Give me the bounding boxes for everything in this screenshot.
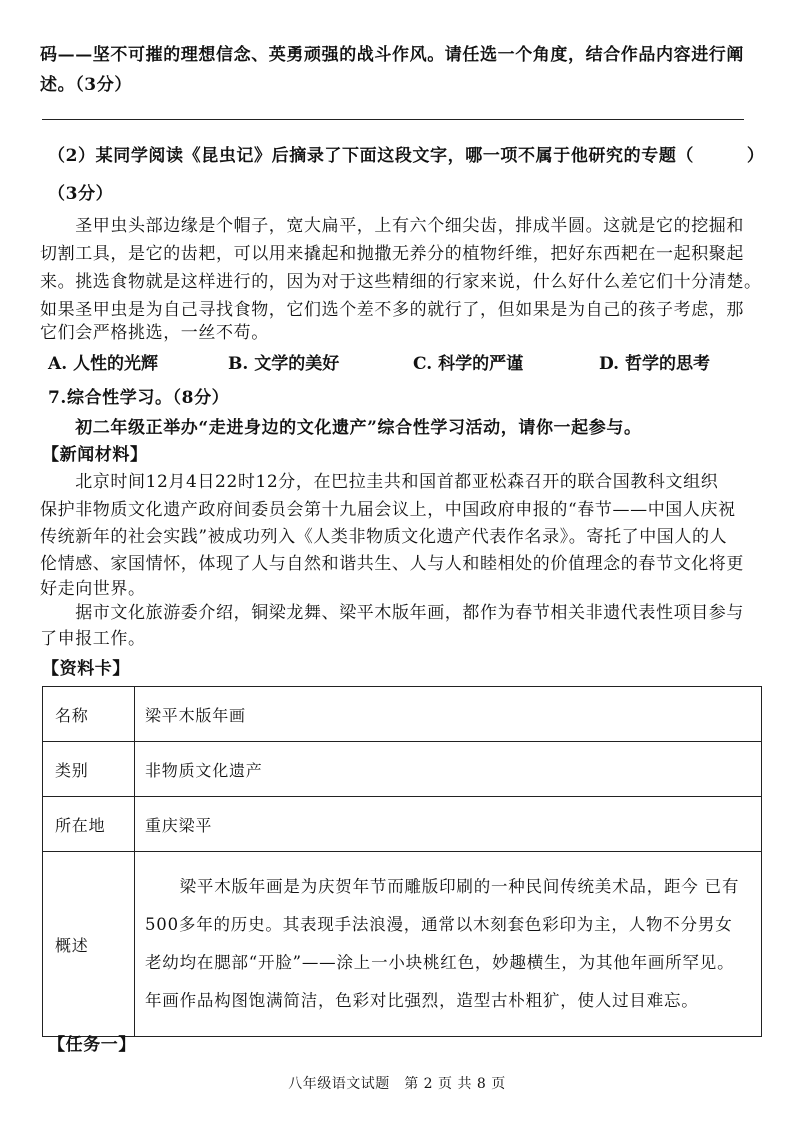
q2-passage-line: 圣甲虫头部边缘是个帽子，宽大扁平，上有六个细尖齿，排成半圆。这就是它的挖掘和 [40, 216, 744, 236]
q2-score: （3分） [48, 184, 114, 204]
option-d: D. 哲学的思考 [599, 354, 710, 374]
option-c: C. 科学的严谨 [413, 354, 524, 374]
summary-key: 概述 [43, 852, 135, 1037]
q7-title: 7.综合性学习。（8分） [48, 388, 230, 408]
news-line: 北京时间12月4日22时12分，在巴拉圭共和国首都亚松森召开的联合国教科文组织 [40, 472, 719, 492]
news-heading: 【新闻材料】 [42, 445, 148, 465]
news-line: 好走向世界。 [40, 579, 146, 599]
news-line: 保护非物质文化遗产政府间委员会第十九届会议上，中国政府申报的“春节——中国人庆祝 [40, 500, 736, 520]
q2-passage-line: 来。挑选食物就是这样进行的，因为对于这些精细的行家来说，什么好什么差它们十分清楚。 [40, 272, 762, 292]
place-key: 所在地 [43, 797, 135, 852]
table-row [43, 742, 762, 797]
news-line: 了申报工作。 [40, 629, 146, 649]
q2-passage-line: 切割工具，是它的齿耙，可以用来撬起和抛撒无养分的植物纤维，把好东西耙在一起积聚起 [40, 244, 744, 264]
info-card-table [42, 686, 762, 1037]
page-footer: 八年级语文试题 第 2 页 共 8 页 [288, 1076, 506, 1092]
q7-intro: 初二年级正举办“走进身边的文化遗产”综合性学习活动，请你一起参与。 [40, 418, 642, 438]
place-value: 重庆梁平 [135, 797, 762, 852]
type-value: 非物质文化遗产 [135, 742, 762, 797]
card-heading: 【资料卡】 [42, 659, 130, 679]
news-line: 传统新年的社会实践”被成功列入《人类非物质文化遗产代表作名录》。寄托了中国人的人 [40, 527, 728, 547]
q2-passage-line: 如果圣甲虫是为自己寻找食物，它们选个差不多的就行了，但如果是为自己的孩子考虑，那 [40, 300, 744, 320]
summary-value: 梁平木版年画是为庆贺年节而雕版印刷的一种民间传统美术品，距今 已有500多年的历史。其表现手法浪漫，通常以木刻套色彩印为主，人物不分男女老幼均在腮部“开脸”——涂上一小块桃红色，妙趣横生，为其他年画所罕见。年画作品构图饱满简洁，色彩对比强烈，造型古朴粗犷，使人过目难忘。 [135, 852, 762, 1037]
table-row [43, 797, 762, 852]
prev-question-line-2: 述。（3分） [40, 75, 132, 95]
task-heading: 【任务一】 [48, 1035, 136, 1055]
q2-options [48, 349, 748, 374]
q2-passage-line: 它们会严格挑选，一丝不苟。 [40, 323, 269, 343]
type-key: 类别 [43, 742, 135, 797]
table-row [43, 852, 762, 1037]
name-value: 梁平木版年画 [135, 687, 762, 742]
news-line: 据市文化旅游委介绍，铜梁龙舞、梁平木版年画，都作为春节相关非遗代表性项目参与 [40, 603, 744, 623]
name-key: 名称 [43, 687, 135, 742]
news-line: 伦情感、家国情怀，体现了人与自然和谐共生、人与人和睦相处的价值理念的春节文化将更 [40, 554, 744, 574]
prev-question-line-1: 码——坚不可摧的理想信念、英勇顽强的战斗作风。请任选一个角度，结合作品内容进行阐 [40, 45, 744, 65]
q2-stem: （2）某同学阅读《昆虫记》后摘录了下面这段文字，哪一项不属于他研究的专题（ ） [48, 146, 765, 166]
option-a: A. 人性的光辉 [48, 354, 159, 374]
table-row [43, 687, 762, 742]
answer-line [42, 119, 744, 120]
option-b: B. 文学的美好 [228, 354, 340, 374]
